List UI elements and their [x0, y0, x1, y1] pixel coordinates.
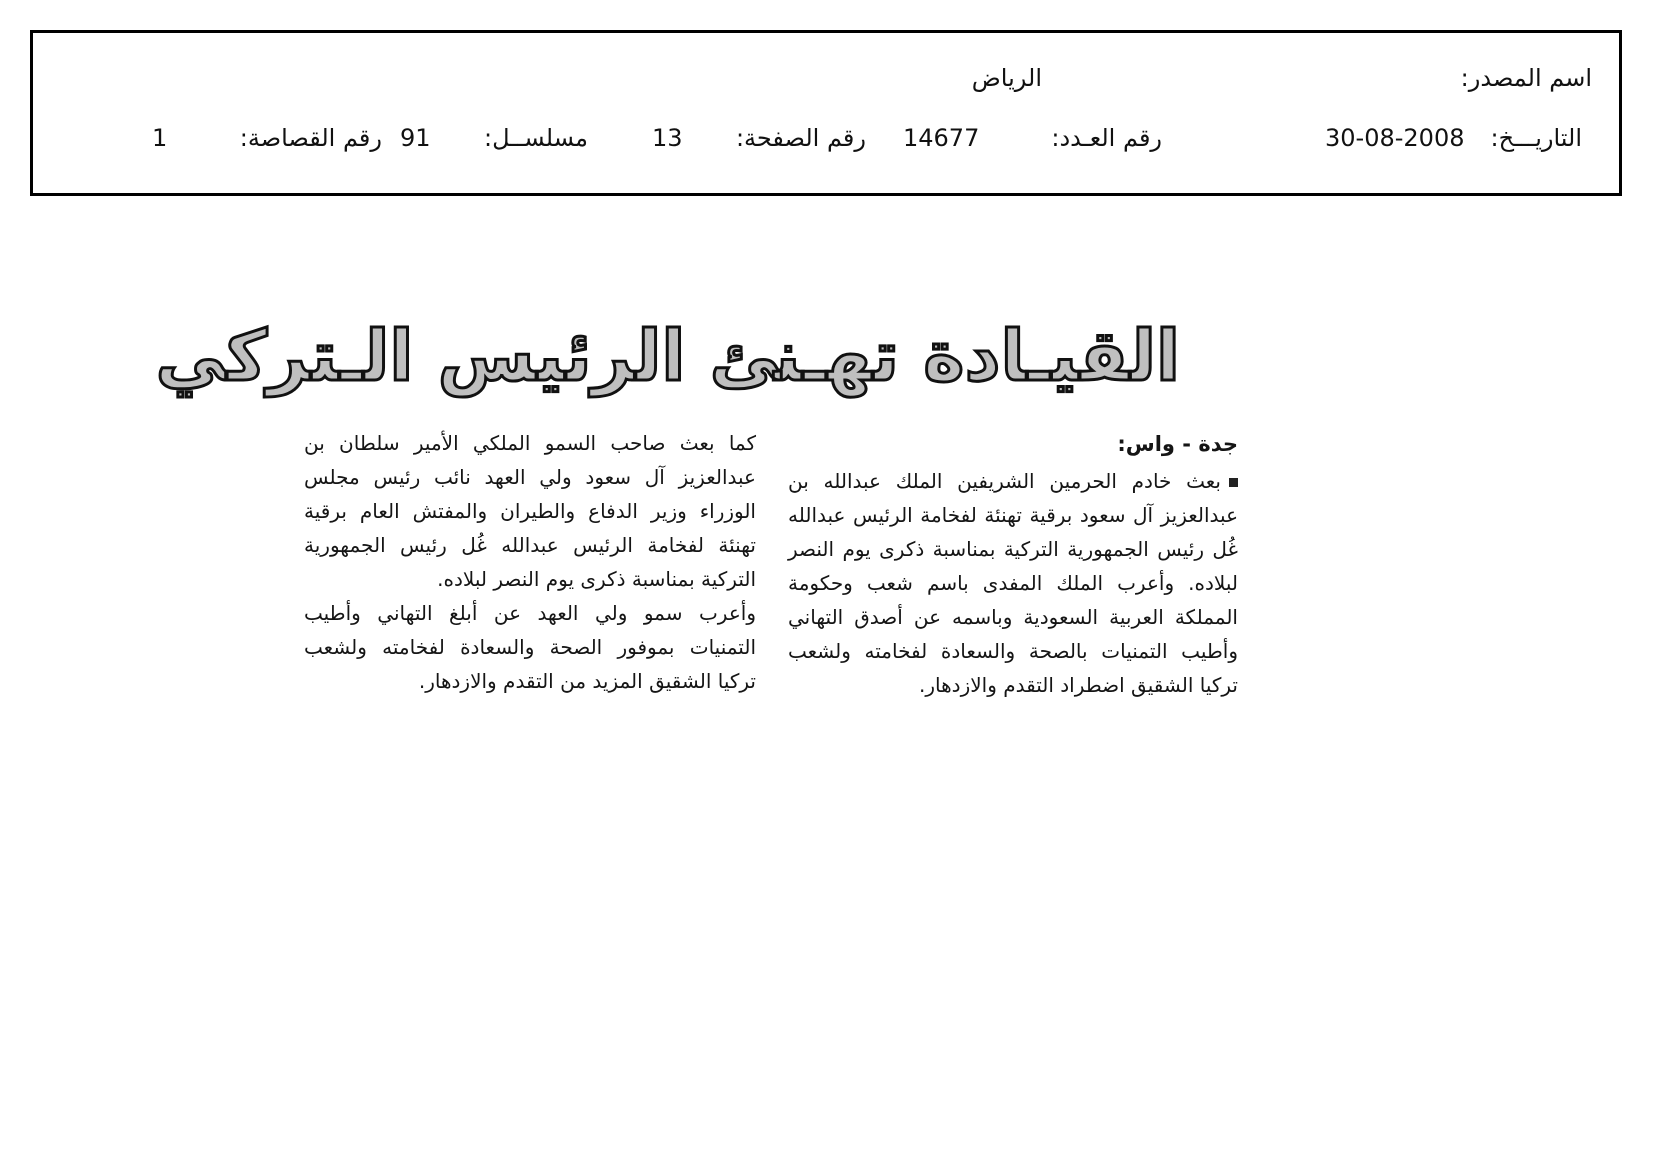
date-label: التاريـــخ:	[1490, 124, 1582, 152]
clip-value: 1	[152, 124, 168, 152]
issue-value: 14677	[903, 124, 980, 152]
article-paragraph: كما بعث صاحب السمو الملكي الأمير سلطان بن عبدالعزيز آل سعود ولي العهد نائب رئيس مجلس الوزراء وزير الدفاع والطيران والمفتش العام برقية تهنئة لفخامة الرئيس عبدالله غُل رئيس الجمهورية التركية بمناسبة ذكرى يوم النصر لبلاده.	[304, 431, 756, 591]
source-value: الرياض	[971, 64, 1042, 92]
serial-label: مسلســل:	[484, 124, 588, 152]
page-value: 13	[652, 124, 683, 152]
article-dateline: جدة - واس:	[1117, 432, 1238, 456]
article-paragraph	[788, 464, 1238, 702]
page-label: رقم الصفحة:	[735, 124, 866, 152]
date-value: 30-08-2008	[1325, 124, 1465, 152]
source-label: اسم المصدر:	[1460, 64, 1592, 92]
square-bullet-icon	[1229, 478, 1238, 487]
article-headline: القيـادة تهـنئ الرئيس الـتركي	[155, 315, 1180, 397]
article-column-right	[788, 426, 1238, 702]
article-paragraph-text: بعث خادم الحرمين الشريفين الملك عبدالله بن عبدالعزيز آل سعود برقية تهنئة لفخامة الرئيس عبدالله غُل رئيس الجمهورية التركية بمناسبة ذكرى يوم النصر لبلاده. وأعرب الملك المفدى باسم شعب وحكومة المملكة العربية السعودية وباسمه عن أصدق التهاني وأطيب التمنيات بالصحة والسعادة لفخامته ولشعب تركيا الشقيق اضطراد التقدم والازدهار.	[788, 469, 1238, 697]
serial-value: 91	[400, 124, 431, 152]
article-column-left	[304, 426, 756, 698]
issue-label: رقم العـدد:	[1051, 124, 1162, 152]
clipping-header-box	[30, 30, 1622, 196]
article-paragraph: وأعرب سمو ولي العهد عن أبلغ التهاني وأطيب التمنيات بموفور الصحة والسعادة لفخامته ولشعب تركيا الشقيق المزيد من التقدم والازدهار.	[304, 601, 756, 693]
clip-label: رقم القصاصة:	[239, 124, 382, 152]
